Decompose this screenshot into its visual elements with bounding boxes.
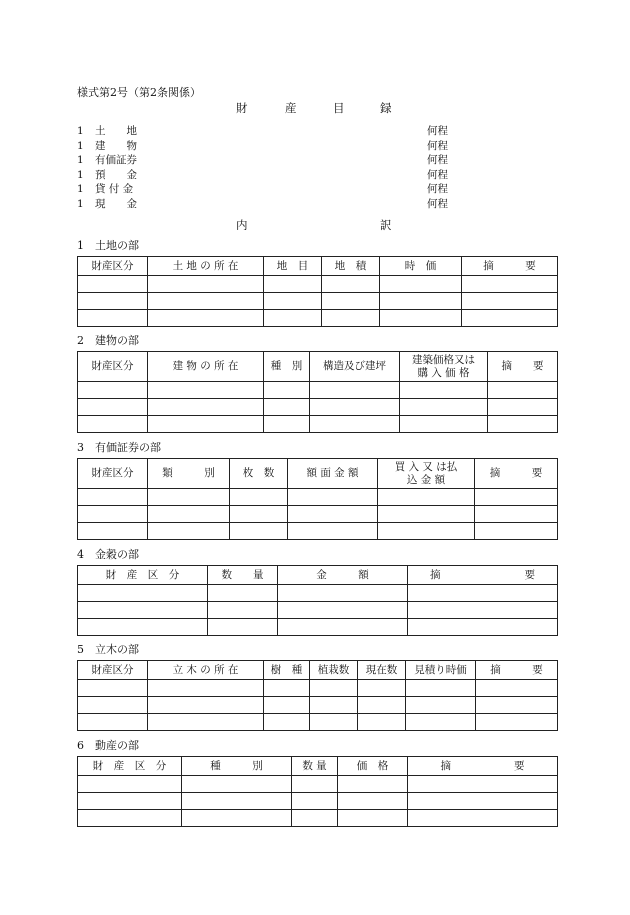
table-cell[interactable]	[264, 399, 310, 416]
table-cell[interactable]	[310, 697, 358, 714]
table-cell[interactable]	[380, 276, 462, 293]
building-table	[77, 351, 558, 433]
section-title-standing-trees: 5 立木の部	[77, 643, 139, 656]
table-cell[interactable]	[264, 293, 322, 310]
summary-number: 1	[77, 183, 84, 196]
table-cell[interactable]	[264, 680, 310, 697]
table-cell[interactable]	[264, 310, 322, 327]
table-row	[78, 776, 558, 793]
column-header: 現在数	[358, 661, 406, 680]
table-row	[78, 523, 558, 540]
table-cell[interactable]	[264, 276, 322, 293]
column-header: 見積り時価	[406, 661, 476, 680]
table-cell[interactable]	[406, 714, 476, 731]
column-header: 摘 要	[488, 352, 558, 382]
table-cell[interactable]	[406, 697, 476, 714]
table-cell[interactable]	[182, 793, 292, 810]
summary-value: 何程	[427, 125, 448, 137]
table-row	[78, 714, 558, 731]
table-cell[interactable]	[264, 416, 310, 433]
section-title-cash-grain: 4 金穀の部	[77, 548, 139, 561]
summary-list	[77, 126, 477, 214]
table-row	[78, 399, 558, 416]
column-header: 類 別	[148, 459, 230, 489]
table-cell[interactable]	[78, 776, 182, 793]
column-header: 構造及び建坪	[310, 352, 400, 382]
title-char: 財	[236, 101, 248, 115]
table-cell[interactable]	[148, 697, 264, 714]
table-cell[interactable]	[322, 293, 380, 310]
table-cell[interactable]	[475, 489, 558, 506]
table-cell[interactable]	[378, 489, 475, 506]
table-cell[interactable]	[400, 416, 488, 433]
column-header: 財産区分	[78, 661, 148, 680]
column-header: 摘 要	[408, 566, 558, 585]
table-cell[interactable]	[462, 293, 558, 310]
table-cell[interactable]	[378, 506, 475, 523]
table-cell[interactable]	[148, 489, 230, 506]
table-cell[interactable]	[148, 382, 264, 399]
column-header: 摘 要	[476, 661, 558, 680]
table-cell[interactable]	[408, 776, 558, 793]
section-title-movables: 6 動産の部	[77, 739, 139, 752]
table-row	[78, 619, 558, 636]
table-cell[interactable]	[78, 714, 148, 731]
table-cell[interactable]	[78, 602, 208, 619]
table-cell[interactable]	[488, 382, 558, 399]
summary-item	[77, 155, 477, 170]
table-cell[interactable]	[264, 382, 310, 399]
table-cell[interactable]	[230, 523, 288, 540]
table-cell[interactable]	[278, 619, 408, 636]
summary-item	[77, 184, 477, 199]
table-cell[interactable]	[338, 810, 408, 827]
table-header-row	[78, 352, 558, 382]
table-cell[interactable]	[78, 416, 148, 433]
table-header-row	[78, 757, 558, 776]
summary-label: 有価証券	[95, 154, 137, 167]
column-header: 建 物 の 所 在	[148, 352, 264, 382]
table-header-row	[78, 459, 558, 489]
table-row	[78, 793, 558, 810]
table-cell[interactable]	[78, 697, 148, 714]
table-cell[interactable]	[408, 619, 558, 636]
table-cell[interactable]	[78, 506, 148, 523]
summary-value: 何程	[427, 183, 448, 196]
column-header: 地 積	[322, 257, 380, 276]
table-cell[interactable]	[78, 382, 148, 399]
table-cell[interactable]	[288, 506, 378, 523]
table-cell[interactable]	[182, 776, 292, 793]
table-cell[interactable]	[78, 793, 182, 810]
summary-number: 1	[77, 125, 84, 137]
detail-heading-char: 訳	[380, 218, 392, 232]
column-header: 数 量	[208, 566, 278, 585]
table-cell[interactable]	[148, 276, 264, 293]
table-cell[interactable]	[230, 489, 288, 506]
table-row	[78, 680, 558, 697]
table-cell[interactable]	[288, 523, 378, 540]
table-cell[interactable]	[358, 680, 406, 697]
table-cell[interactable]	[310, 680, 358, 697]
table-row	[78, 382, 558, 399]
title-char: 録	[380, 101, 392, 115]
table-row	[78, 697, 558, 714]
document-title	[0, 103, 630, 117]
table-cell[interactable]	[278, 585, 408, 602]
table-cell[interactable]	[462, 276, 558, 293]
column-header: 財産区分	[78, 352, 148, 382]
summary-value: 何程	[427, 139, 448, 152]
column-header: 摘 要	[462, 257, 558, 276]
column-header: 樹 種	[264, 661, 310, 680]
section-title-securities: 3 有価証券の部	[77, 441, 161, 454]
table-cell[interactable]	[78, 810, 182, 827]
table-cell[interactable]	[338, 793, 408, 810]
column-header: 枚 数	[230, 459, 288, 489]
summary-value: 何程	[427, 197, 448, 210]
detail-heading	[0, 220, 630, 234]
column-header: 数 量	[292, 757, 338, 776]
table-cell[interactable]	[358, 697, 406, 714]
standing-trees-table	[77, 660, 558, 731]
summary-number: 1	[77, 139, 84, 152]
table-cell[interactable]	[310, 382, 400, 399]
table-cell[interactable]	[462, 310, 558, 327]
table-cell[interactable]	[408, 793, 558, 810]
table-cell[interactable]	[264, 697, 310, 714]
table-cell[interactable]	[488, 416, 558, 433]
summary-label: 建 物	[95, 139, 137, 152]
summary-value: 何程	[427, 154, 448, 167]
table-cell[interactable]	[78, 680, 148, 697]
section-title-land: 1 土地の部	[77, 239, 139, 252]
table-cell[interactable]	[78, 585, 208, 602]
column-header: 建築価格又は購 入 価 格	[400, 352, 488, 382]
summary-number: 1	[77, 197, 84, 210]
summary-number: 1	[77, 168, 84, 181]
table-cell[interactable]	[148, 506, 230, 523]
column-header: 植栽数	[310, 661, 358, 680]
table-cell[interactable]	[148, 399, 264, 416]
land-table	[77, 256, 558, 327]
column-header: 立 木 の 所 在	[148, 661, 264, 680]
table-cell[interactable]	[408, 585, 558, 602]
table-cell[interactable]	[264, 714, 310, 731]
table-cell[interactable]	[378, 523, 475, 540]
summary-number: 1	[77, 154, 84, 167]
table-cell[interactable]	[400, 382, 488, 399]
table-cell[interactable]	[148, 416, 264, 433]
table-cell[interactable]	[322, 276, 380, 293]
table-row	[78, 585, 558, 602]
table-cell[interactable]	[408, 810, 558, 827]
table-cell[interactable]	[230, 506, 288, 523]
table-cell[interactable]	[78, 399, 148, 416]
table-cell[interactable]	[148, 523, 230, 540]
table-cell[interactable]	[78, 523, 148, 540]
table-cell[interactable]	[148, 293, 264, 310]
section-title-building: 2 建物の部	[77, 334, 139, 347]
column-header: 財 産 区 分	[78, 757, 182, 776]
table-row	[78, 293, 558, 310]
column-header: 土 地 の 所 在	[148, 257, 264, 276]
table-cell[interactable]	[406, 680, 476, 697]
table-cell[interactable]	[148, 714, 264, 731]
column-header: 地 目	[264, 257, 322, 276]
table-cell[interactable]	[475, 506, 558, 523]
table-cell[interactable]	[310, 399, 400, 416]
table-cell[interactable]	[292, 776, 338, 793]
table-cell[interactable]	[380, 310, 462, 327]
table-header-row	[78, 566, 558, 585]
table-cell[interactable]	[78, 619, 208, 636]
movables-table	[77, 756, 558, 827]
cash-grain-table	[77, 565, 558, 636]
table-cell[interactable]	[475, 523, 558, 540]
table-cell[interactable]	[310, 714, 358, 731]
summary-label: 現 金	[95, 197, 137, 210]
column-header: 額 面 金 額	[288, 459, 378, 489]
title-char: 目	[333, 101, 345, 115]
summary-value: 何程	[427, 168, 448, 181]
column-header: 財産区分	[78, 257, 148, 276]
table-cell[interactable]	[292, 810, 338, 827]
summary-label: 貸 付 金	[95, 183, 134, 196]
table-cell[interactable]	[476, 697, 558, 714]
table-cell[interactable]	[78, 310, 148, 327]
column-header: 金 額	[278, 566, 408, 585]
column-header: 買 入 又 は払 込 金 額	[378, 459, 475, 489]
table-cell[interactable]	[288, 489, 378, 506]
table-cell[interactable]	[148, 310, 264, 327]
table-row	[78, 489, 558, 506]
table-cell[interactable]	[278, 602, 408, 619]
table-cell[interactable]	[408, 602, 558, 619]
summary-label: 土 地	[95, 125, 137, 137]
table-cell[interactable]	[322, 310, 380, 327]
table-cell[interactable]	[476, 680, 558, 697]
table-row	[78, 416, 558, 433]
table-cell[interactable]	[488, 399, 558, 416]
column-header: 種 別	[182, 757, 292, 776]
detail-heading-char: 内	[236, 218, 248, 232]
column-header: 時 価	[380, 257, 462, 276]
table-cell[interactable]	[292, 793, 338, 810]
table-row	[78, 602, 558, 619]
table-cell[interactable]	[400, 399, 488, 416]
table-cell[interactable]	[208, 602, 278, 619]
table-cell[interactable]	[358, 714, 406, 731]
table-cell[interactable]	[380, 293, 462, 310]
column-header: 種 別	[264, 352, 310, 382]
table-cell[interactable]	[338, 776, 408, 793]
title-char: 産	[285, 101, 297, 115]
table-cell[interactable]	[310, 416, 400, 433]
table-cell[interactable]	[148, 680, 264, 697]
column-header: 財 産 区 分	[78, 566, 208, 585]
table-cell[interactable]	[208, 585, 278, 602]
column-header: 財産区分	[78, 459, 148, 489]
table-row	[78, 810, 558, 827]
column-header: 摘 要	[408, 757, 558, 776]
column-header: 価 格	[338, 757, 408, 776]
summary-item	[77, 199, 477, 214]
table-cell[interactable]	[78, 489, 148, 506]
table-cell[interactable]	[182, 810, 292, 827]
table-row	[78, 276, 558, 293]
table-cell[interactable]	[476, 714, 558, 731]
form-number: 様式第2号（第2条関係）	[77, 86, 201, 99]
table-row	[78, 506, 558, 523]
table-row	[78, 310, 558, 327]
column-header: 摘 要	[475, 459, 558, 489]
table-header-row	[78, 257, 558, 276]
summary-item	[77, 170, 477, 185]
table-cell[interactable]	[78, 293, 148, 310]
table-cell[interactable]	[78, 276, 148, 293]
summary-item	[77, 126, 477, 141]
table-cell[interactable]	[208, 619, 278, 636]
securities-table	[77, 458, 558, 540]
summary-label: 預 金	[95, 168, 137, 181]
table-header-row	[78, 661, 558, 680]
summary-item	[77, 141, 477, 156]
